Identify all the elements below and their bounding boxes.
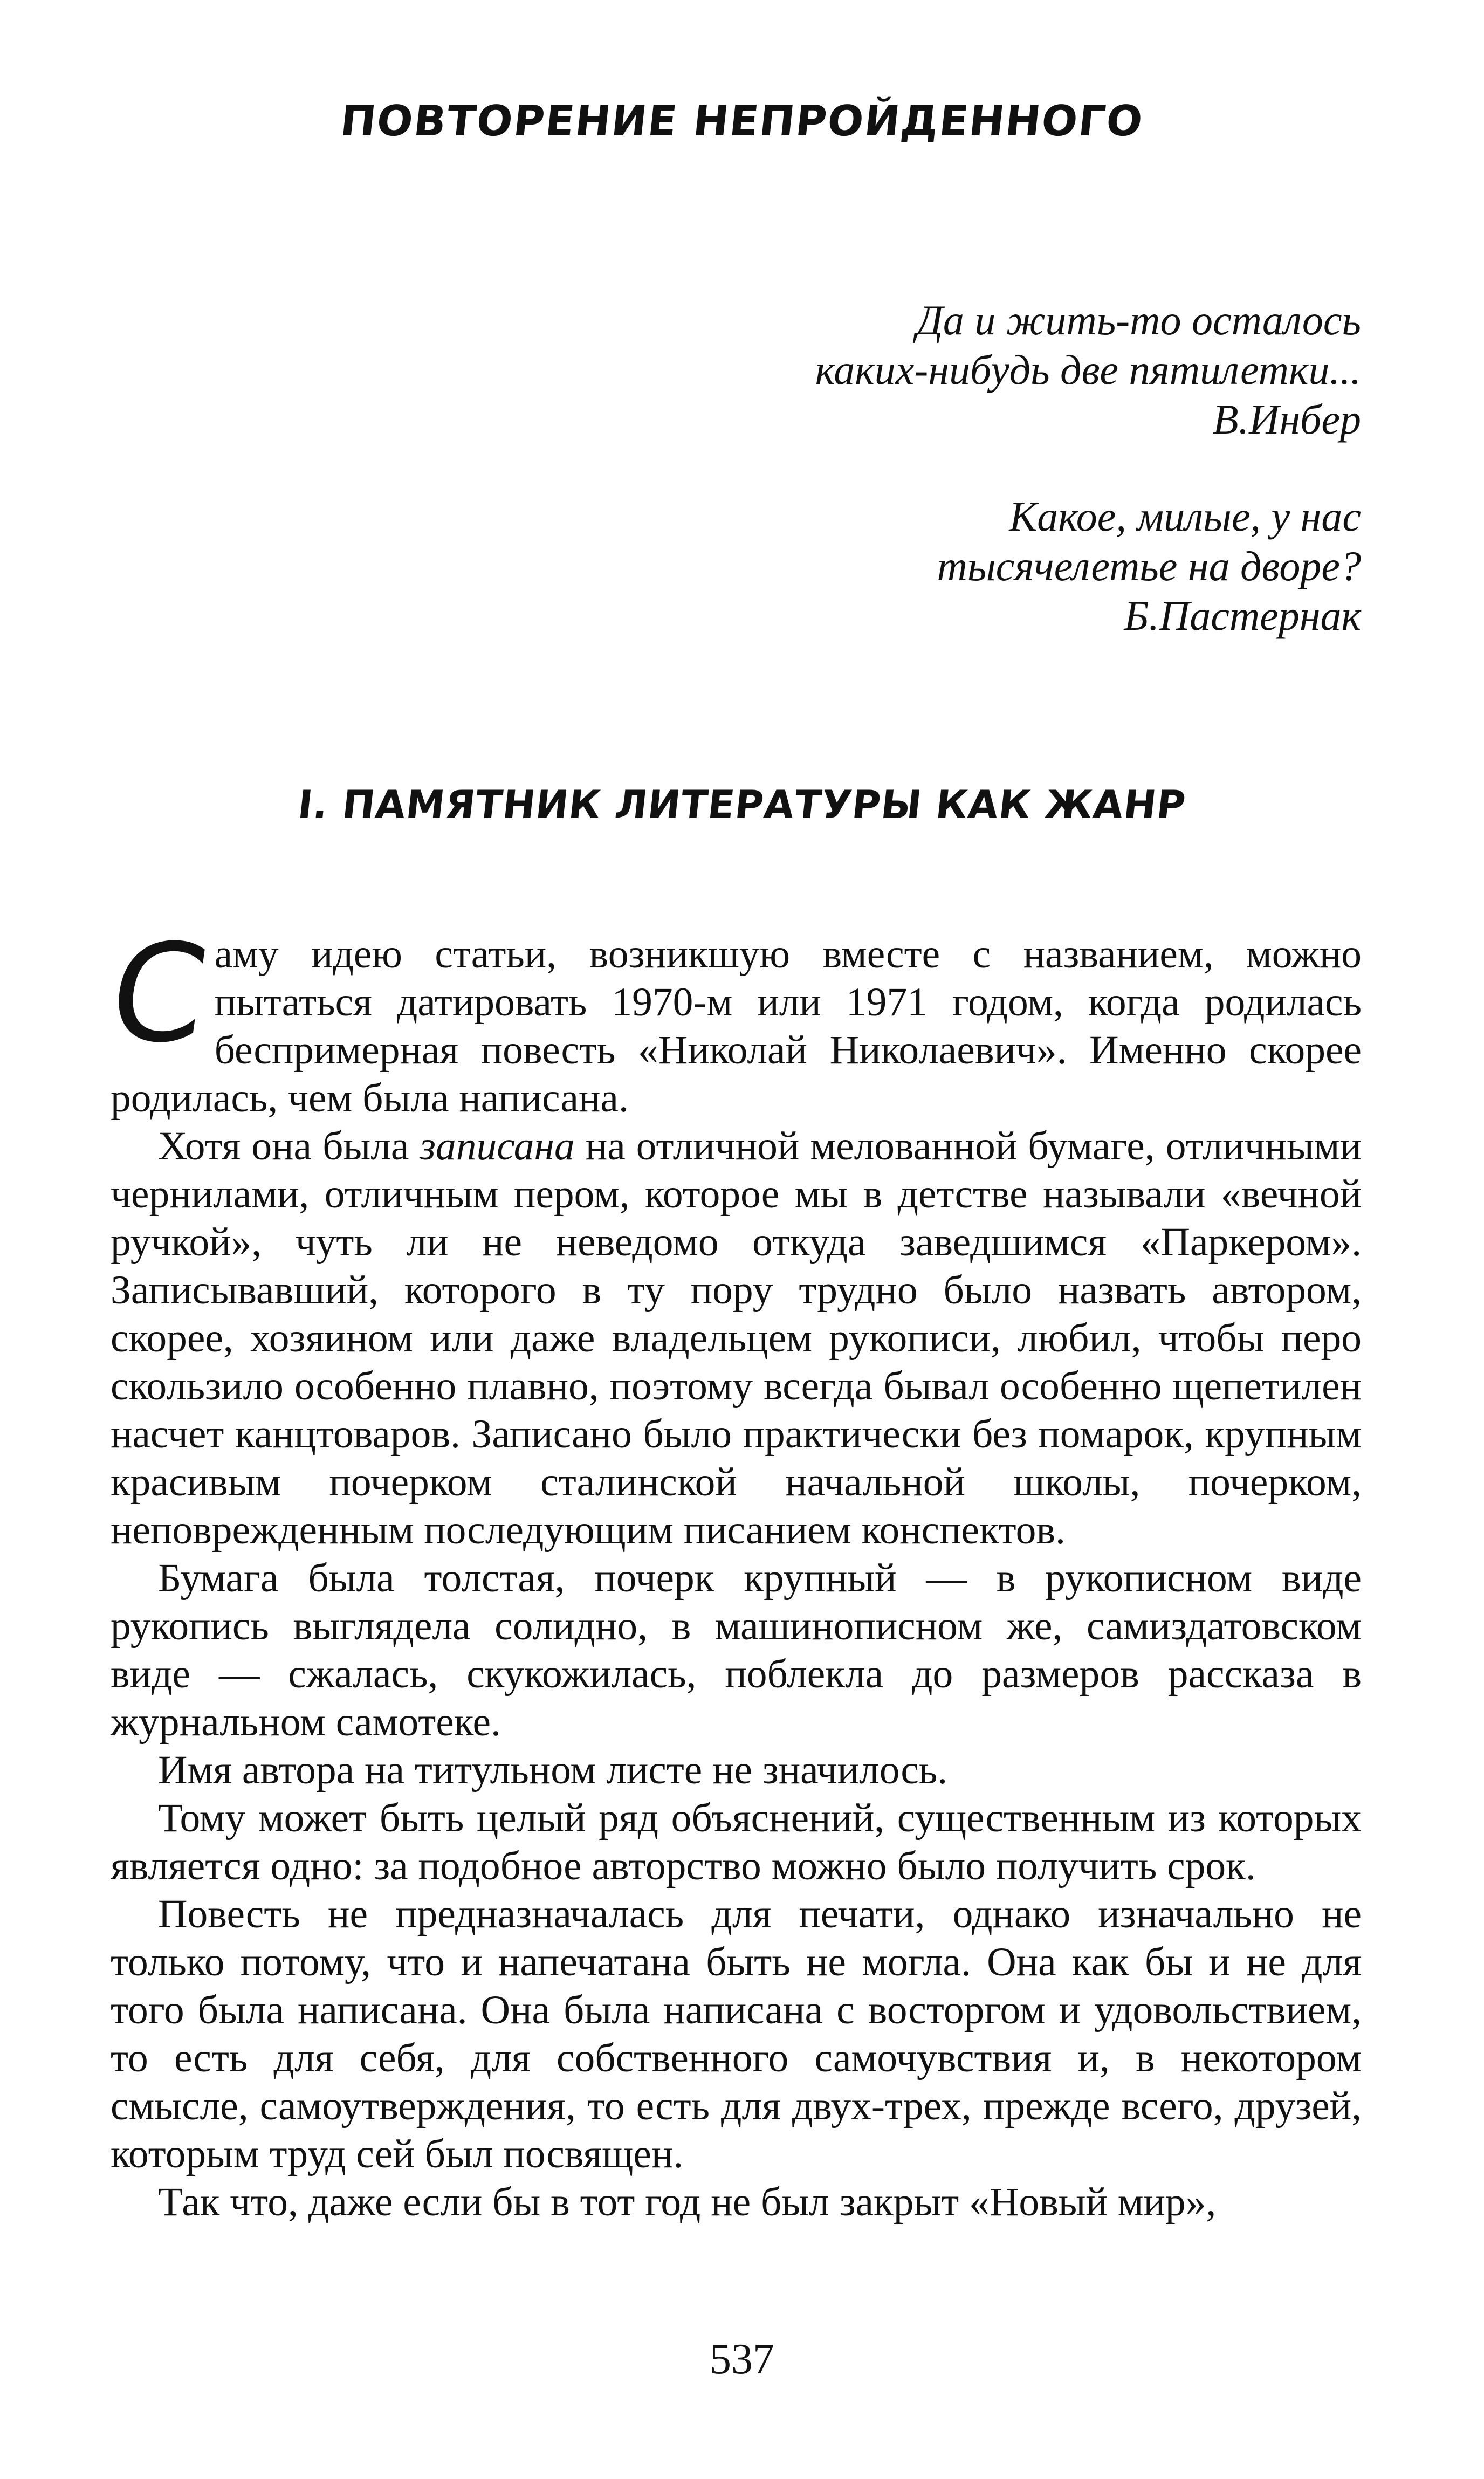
epigraph-inber xyxy=(444,296,1361,444)
epigraph-line: Какое, милые, у нас xyxy=(1009,493,1361,540)
page-title: ПОВТОРЕНИЕ НЕПРОЙДЕННОГО xyxy=(338,97,1146,146)
page-number: 537 xyxy=(710,2336,774,2383)
epigraph-author: Б.Пастернак xyxy=(1124,592,1361,639)
epigraph-line: каких-нибудь две пятилетки... xyxy=(815,346,1361,393)
paragraph-text: на отличной мелованной бумаге, отличными чернилами, отличным пером, которое мы в детстве называли «вечной ручкой», чуть ли не неведомо откуда заведшимся «Паркером». Записывавший, которого в ту пору трудно было назвать автором, скорее, хозяином или даже владельцем рукописи, любил, чтобы перо скользило особенно плавно, поэтому всегда бывал особенно щепетилен насчет канцтоваров. Записано было практически без помарок, крупным красивым почерком сталинской начальной школы, почерком, неповрежденным последующим писанием конспектов. xyxy=(111,1124,1362,1553)
paragraph: Повесть не предназначалась для печати, однако изначально не только потому, что и напечатана быть не могла. Она как бы и не для того была написана. Она была написана с восторгом и удовольствием, то есть для себя, для собственного самочувствия и, в некотором смысле, самоутверждения, то есть для двух-трех, прежде всего, друзей, которым труд сей был посвящен. xyxy=(111,1892,1362,2176)
epigraph-author: В.Инбер xyxy=(1212,396,1361,443)
emphasis-text: записана xyxy=(420,1124,575,1169)
paragraph: Имя автора на титульном листе не значилось. xyxy=(158,1748,948,1793)
paragraph: Тому может быть целый ряд объяснений, существенным из которых является одно: за подобное авторство можно было получить срок. xyxy=(111,1796,1362,1889)
epigraph-line: Да и жить-то осталось xyxy=(916,297,1361,344)
body-text xyxy=(100,915,1362,2226)
paragraph xyxy=(111,1122,1362,1554)
drop-cap: С xyxy=(100,915,217,1072)
paragraph-text: аму идею статьи, возникшую вместе с названием, можно пытаться датировать 1970-м или 1971 годом, когда родилась беспримерная повесть «Николай Николаевич». Именно скорее родилась, чем была написана. xyxy=(111,932,1362,1121)
section-title: I. ПАМЯТНИК ЛИТЕРАТУРЫ КАК ЖАНР xyxy=(296,782,1188,827)
epigraphs xyxy=(444,296,1361,688)
paragraph: Так что, даже если бы в тот год не был закрыт «Новый мир», xyxy=(158,2180,1217,2224)
epigraph-pasternak xyxy=(444,492,1361,641)
paragraph: Бумага была толстая, почерк крупный — в рукописном виде рукопись выглядела солидно, в машинописном же, самиздатовском виде — сжалась, скукожилась, поблекла до размеров рассказа в журнальном самотеке. xyxy=(111,1556,1362,1745)
epigraph-line: тысячелетье на дворе? xyxy=(937,543,1361,589)
paragraph xyxy=(100,915,1362,1122)
paragraph-text: Хотя она была xyxy=(158,1124,420,1169)
